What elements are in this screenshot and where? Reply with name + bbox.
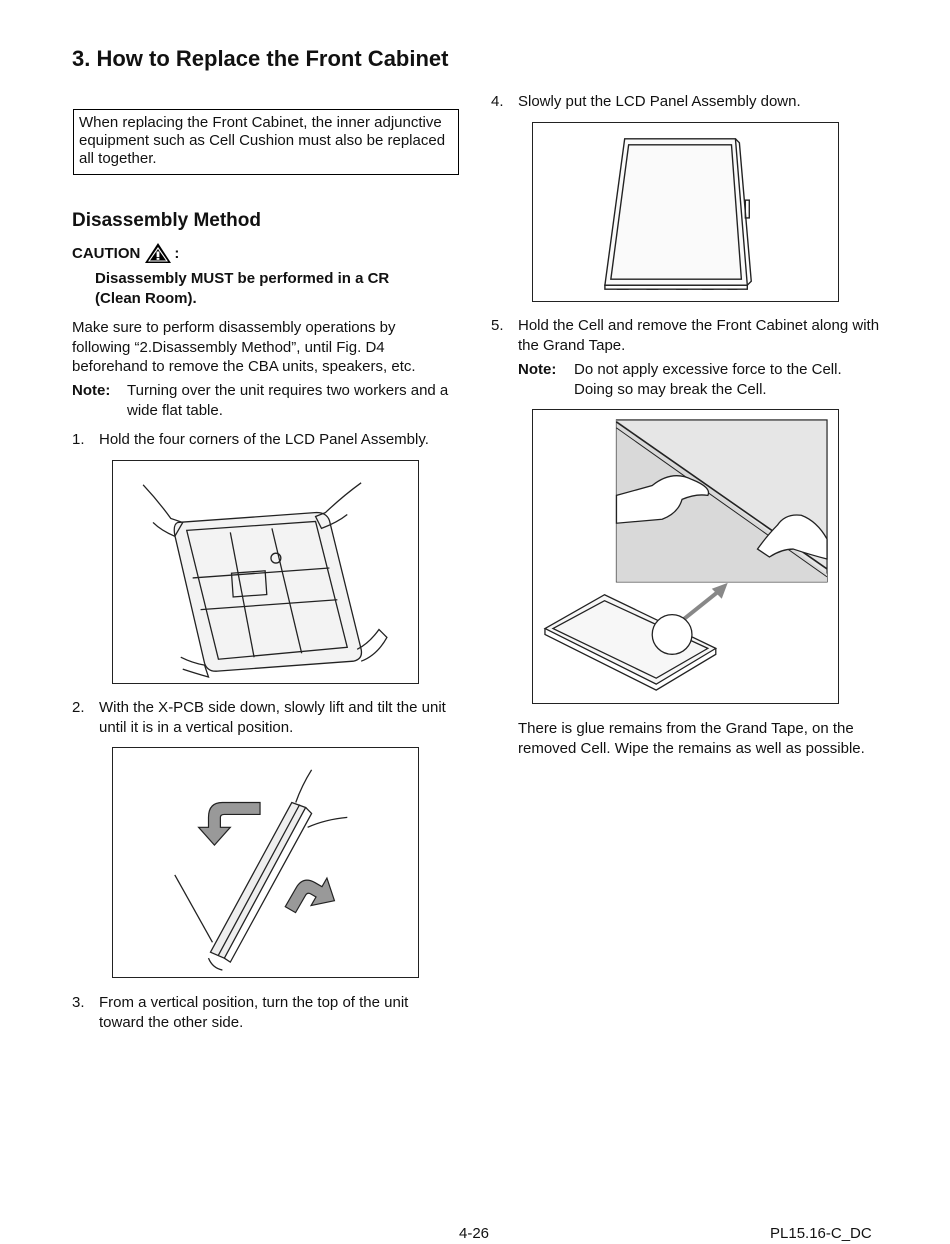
step-number: 1. bbox=[72, 431, 85, 448]
step-5 bbox=[491, 316, 891, 355]
step-text: From a vertical position, turn the top of the unit toward the other side. bbox=[99, 994, 409, 1031]
step-text: Slowly put the LCD Panel Assembly down. bbox=[518, 93, 801, 110]
step-text: Hold the four corners of the LCD Panel Assembly. bbox=[99, 431, 429, 448]
step-number: 4. bbox=[491, 93, 504, 110]
step-number: 5. bbox=[491, 317, 504, 334]
page-number: 4-26 bbox=[459, 1225, 490, 1242]
glue-remains-text: There is glue remains from the Grand Tape, on the removed Cell. Wipe the remains as well as possible. bbox=[518, 720, 865, 757]
caution-message bbox=[95, 269, 455, 308]
document-code: PL15.16-C_DC bbox=[770, 1225, 872, 1242]
note-workers bbox=[72, 381, 462, 420]
caution-text: CAUTION bbox=[72, 244, 141, 262]
replacement-note-box: When replacing the Front Cabinet, the inner adjunctive equipment such as Cell Cushion must also be replaced all together. bbox=[73, 109, 459, 175]
panel-lying-illustration bbox=[533, 123, 838, 301]
step-number: 2. bbox=[72, 699, 85, 716]
step-2 bbox=[72, 698, 462, 737]
panel-tilt-illustration bbox=[113, 748, 418, 977]
note-label: Note: bbox=[72, 382, 111, 399]
note-text: Turning over the unit requires two workers and a wide flat table. bbox=[127, 382, 449, 419]
step-number: 3. bbox=[72, 994, 85, 1011]
step-4 bbox=[491, 92, 891, 112]
lcd-panel-held-illustration bbox=[113, 461, 418, 683]
caution-label bbox=[72, 242, 179, 264]
remove-cabinet-illustration bbox=[533, 410, 838, 703]
step-3 bbox=[72, 993, 462, 1032]
caution-colon: : bbox=[174, 244, 180, 262]
step-text: Hold the Cell and remove the Front Cabinet along with the Grand Tape. bbox=[518, 317, 880, 354]
intro-paragraph: Make sure to perform disassembly operations by following “2.Disassembly Method”, until Fig. D4 beforehand to remove the CBA units, speakers, etc. bbox=[72, 319, 416, 375]
page-title: 3. How to Replace the Front Cabinet bbox=[72, 46, 449, 71]
figure-hold-corners bbox=[112, 460, 419, 684]
warning-triangle-icon bbox=[144, 242, 172, 264]
figure-panel-down bbox=[532, 122, 839, 302]
figure-remove-cabinet bbox=[532, 409, 839, 704]
section-heading: Disassembly Method bbox=[72, 210, 261, 231]
note-excessive-force bbox=[518, 360, 878, 399]
figure-tilt-vertical bbox=[112, 747, 419, 978]
step-text: With the X-PCB side down, slowly lift and tilt the unit until it is in a vertical position. bbox=[99, 699, 446, 736]
caution-line-1: Disassembly MUST be performed in a CR bbox=[95, 270, 390, 287]
step-1 bbox=[72, 430, 462, 450]
note-text: Do not apply excessive force to the Cell. Doing so may break the Cell. bbox=[574, 361, 842, 398]
note-label: Note: bbox=[518, 361, 557, 378]
caution-line-2: (Clean Room). bbox=[95, 289, 197, 307]
